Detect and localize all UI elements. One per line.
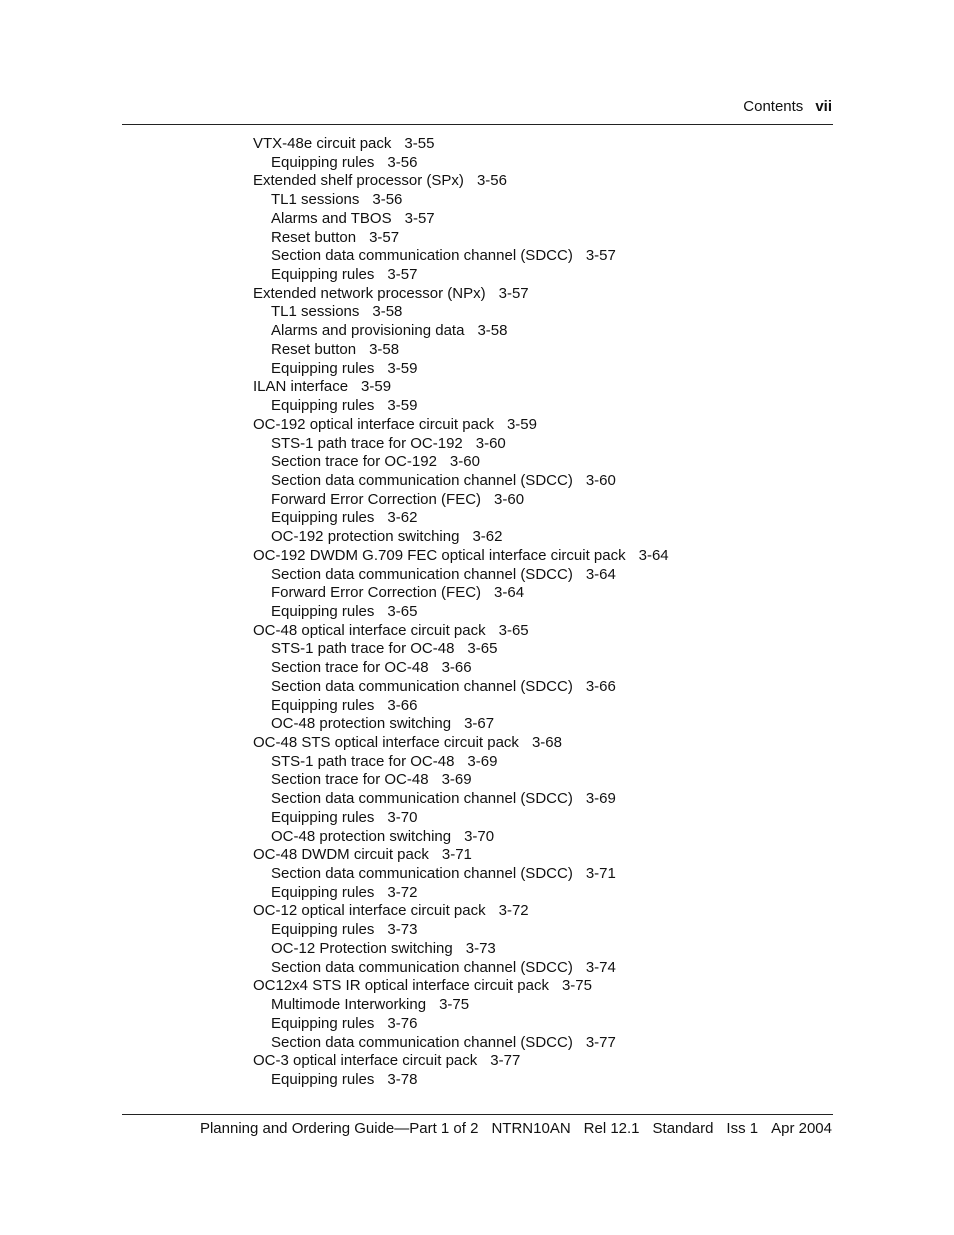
toc-entry-page: 3-75	[561, 977, 592, 995]
toc-entry-title: OC-192 optical interface circuit pack	[253, 415, 494, 433]
toc-entry-page: 3-58	[369, 340, 400, 358]
toc-entry-title: OC-48 optical interface circuit pack	[253, 621, 486, 639]
toc-entry	[253, 547, 669, 566]
toc-entry-title: Equipping rules	[271, 1014, 375, 1032]
header-divider	[122, 124, 833, 125]
toc-entry-page: 3-73	[465, 939, 496, 957]
toc-subentry	[253, 266, 669, 285]
toc-subentry	[253, 303, 669, 322]
toc-entry-page: 3-57	[387, 266, 418, 284]
toc-entry-page: 3-64	[638, 546, 669, 564]
toc-entry-title: Section data communication channel (SDCC)	[271, 790, 573, 808]
toc-entry-page: 3-70	[464, 827, 495, 845]
toc-entry-title: STS-1 path trace for OC-48	[271, 640, 455, 658]
toc-subentry	[253, 996, 669, 1015]
toc-entry-title: Section data communication channel (SDCC)	[271, 471, 573, 489]
toc-entry-page: 3-57	[498, 284, 529, 302]
toc-entry-title: Section data communication channel (SDCC)	[271, 565, 573, 583]
toc-entry-title: Section trace for OC-48	[271, 659, 429, 677]
toc-entry-page: 3-65	[498, 621, 529, 639]
toc-subentry	[253, 453, 669, 472]
toc-entry-title: TL1 sessions	[271, 303, 360, 321]
toc-entry-title: Equipping rules	[271, 153, 375, 171]
footer-document-number: NTRN10AN	[491, 1120, 571, 1137]
toc-entry	[253, 902, 669, 921]
toc-entry-title: VTX-48e circuit pack	[253, 135, 392, 152]
toc-subentry	[253, 603, 669, 622]
toc-subentry	[253, 247, 669, 266]
toc-entry	[253, 172, 669, 191]
header-page-number: vii	[815, 98, 832, 115]
footer-issue: Iss 1	[726, 1120, 759, 1137]
toc-subentry	[253, 397, 669, 416]
toc-entry-page: 3-56	[372, 191, 403, 209]
toc-entry-page: 3-65	[467, 640, 498, 658]
toc-entry-page: 3-78	[387, 1070, 418, 1088]
toc-entry-page: 3-62	[387, 509, 418, 527]
toc-entry-title: Equipping rules	[271, 921, 375, 939]
toc-entry-page: 3-69	[585, 790, 616, 808]
toc-entry-title: STS-1 path trace for OC-192	[271, 434, 463, 452]
toc-entry-page: 3-60	[585, 471, 616, 489]
toc-entry	[253, 977, 669, 996]
toc-entry-page: 3-69	[441, 771, 472, 789]
toc-entry	[253, 1052, 669, 1071]
toc-entry-page: 3-71	[585, 865, 616, 883]
footer-status: Standard	[652, 1120, 714, 1137]
toc-entry-page: 3-64	[585, 565, 616, 583]
toc-entry-title: Reset button	[271, 228, 357, 246]
toc-entry-title: Extended network processor (NPx)	[253, 284, 486, 302]
toc-entry-page: 3-71	[441, 846, 472, 864]
toc-entry	[253, 135, 669, 154]
toc-entry-title: OC-192 protection switching	[271, 528, 460, 546]
toc-subentry	[253, 210, 669, 229]
toc-entry-title: Section data communication channel (SDCC)	[271, 1033, 573, 1051]
toc-entry-title: OC-48 protection switching	[271, 715, 452, 733]
toc-subentry	[253, 341, 669, 360]
toc-entry-page: 3-59	[387, 397, 418, 415]
toc-subentry	[253, 790, 669, 809]
toc-entry-title: Equipping rules	[271, 1070, 375, 1088]
toc-entry-page: 3-66	[387, 696, 418, 714]
toc-entry-title: Section trace for OC-48	[271, 771, 429, 789]
toc-entry-page: 3-57	[369, 228, 400, 246]
toc-subentry	[253, 640, 669, 659]
toc-subentry	[253, 360, 669, 379]
toc-entry-title: Equipping rules	[271, 509, 375, 527]
toc-subentry	[253, 697, 669, 716]
toc-entry-title: OC-12 optical interface circuit pack	[253, 902, 486, 920]
toc-entry-title: OC12x4 STS IR optical interface circuit pack	[253, 977, 549, 995]
toc-entry-page: 3-56	[476, 172, 507, 190]
toc-entry-title: Section data communication channel (SDCC)	[271, 958, 573, 976]
toc-entry-title: Multimode Interworking	[271, 996, 427, 1014]
toc-entry-title: Forward Error Correction (FEC)	[271, 584, 482, 602]
toc-entry-page: 3-58	[372, 303, 403, 321]
toc-subentry	[253, 435, 669, 454]
toc-entry-page: 3-72	[387, 883, 418, 901]
toc-subentry	[253, 491, 669, 510]
toc-entry	[253, 734, 669, 753]
toc-entry-page: 3-67	[464, 715, 495, 733]
toc-entry-title: STS-1 path trace for OC-48	[271, 752, 455, 770]
toc-entry	[253, 378, 669, 397]
toc-subentry	[253, 1071, 669, 1090]
toc-entry-page: 3-77	[585, 1033, 616, 1051]
toc-entry-title: OC-48 DWDM circuit pack	[253, 846, 429, 864]
toc-entry-title: TL1 sessions	[271, 191, 360, 209]
toc-entry-page: 3-74	[585, 958, 616, 976]
toc-entry-title: Equipping rules	[271, 359, 375, 377]
toc-subentry	[253, 191, 669, 210]
toc-entry-title: Equipping rules	[271, 883, 375, 901]
toc-entry-page: 3-66	[441, 659, 472, 677]
toc-subentry	[253, 753, 669, 772]
toc-entry	[253, 416, 669, 435]
toc-entry-page: 3-60	[475, 434, 506, 452]
toc-entry-title: Reset button	[271, 340, 357, 358]
toc-entry-title: Alarms and provisioning data	[271, 322, 465, 340]
page-header	[122, 98, 832, 115]
toc-entry-page: 3-69	[467, 752, 498, 770]
toc-subentry	[253, 1015, 669, 1034]
page-footer	[122, 1120, 832, 1137]
toc-entry-title: Forward Error Correction (FEC)	[271, 490, 482, 508]
toc-entry-page: 3-66	[585, 677, 616, 695]
toc-subentry	[253, 154, 669, 173]
toc-subentry	[253, 659, 669, 678]
toc-entry-page: 3-75	[439, 996, 470, 1014]
toc-entry-title: Section data communication channel (SDCC)	[271, 247, 573, 265]
toc-entry	[253, 846, 669, 865]
toc-entry-page: 3-65	[387, 602, 418, 620]
toc-subentry	[253, 809, 669, 828]
toc-subentry	[253, 828, 669, 847]
toc-entry-page: 3-76	[387, 1014, 418, 1032]
toc-entry-title: OC-192 DWDM G.709 FEC optical interface circuit pack	[253, 546, 626, 564]
toc-entry-title: OC-48 protection switching	[271, 827, 452, 845]
toc-subentry	[253, 865, 669, 884]
toc-entry-page: 3-73	[387, 921, 418, 939]
toc-subentry	[253, 678, 669, 697]
toc-entry-title: Extended shelf processor (SPx)	[253, 172, 464, 190]
table-of-contents	[253, 135, 669, 1090]
toc-subentry	[253, 509, 669, 528]
footer-divider	[122, 1114, 833, 1115]
toc-entry-page: 3-62	[472, 528, 503, 546]
toc-subentry	[253, 1034, 669, 1053]
toc-entry-title: Equipping rules	[271, 266, 375, 284]
toc-entry-title: Equipping rules	[271, 397, 375, 415]
toc-entry-page: 3-57	[404, 209, 435, 227]
toc-entry-page: 3-59	[387, 359, 418, 377]
toc-entry	[253, 285, 669, 304]
toc-entry-page: 3-64	[494, 584, 525, 602]
toc-entry-title: OC-3 optical interface circuit pack	[253, 1052, 478, 1070]
toc-entry-title: Section data communication channel (SDCC)	[271, 677, 573, 695]
footer-guide-title: Planning and Ordering Guide—Part 1 of 2	[199, 1120, 479, 1137]
toc-subentry	[253, 528, 669, 547]
toc-entry-page: 3-60	[494, 490, 525, 508]
toc-entry-page: 3-72	[498, 902, 529, 920]
toc-subentry	[253, 921, 669, 940]
toc-entry-page: 3-57	[585, 247, 616, 265]
toc-subentry	[253, 715, 669, 734]
toc-entry-page: 3-55	[404, 135, 435, 152]
toc-entry-title: OC-12 Protection switching	[271, 939, 453, 957]
toc-entry-page: 3-56	[387, 153, 418, 171]
toc-entry-title: OC-48 STS optical interface circuit pack	[253, 734, 519, 751]
footer-release: Rel 12.1	[583, 1120, 640, 1137]
footer-date: Apr 2004	[771, 1120, 832, 1137]
toc-subentry	[253, 940, 669, 959]
toc-entry-title: ILAN interface	[253, 378, 349, 396]
toc-entry	[253, 622, 669, 641]
toc-subentry	[253, 472, 669, 491]
toc-subentry	[253, 229, 669, 248]
toc-subentry	[253, 566, 669, 585]
toc-entry-page: 3-60	[449, 453, 480, 471]
toc-entry-title: Equipping rules	[271, 808, 375, 826]
toc-subentry	[253, 584, 669, 603]
toc-entry-title: Section data communication channel (SDCC)	[271, 865, 573, 883]
toc-subentry	[253, 322, 669, 341]
toc-subentry	[253, 771, 669, 790]
toc-entry-title: Equipping rules	[271, 696, 375, 714]
toc-entry-page: 3-59	[506, 415, 537, 433]
toc-subentry	[253, 959, 669, 978]
toc-entry-page: 3-68	[531, 734, 562, 751]
toc-entry-page: 3-59	[361, 378, 392, 396]
toc-entry-title: Alarms and TBOS	[271, 209, 392, 227]
header-section-title: Contents	[743, 98, 804, 115]
toc-entry-page: 3-58	[477, 322, 508, 340]
toc-entry-page: 3-77	[490, 1052, 521, 1070]
toc-entry-page: 3-70	[387, 808, 418, 826]
toc-entry-title: Equipping rules	[271, 602, 375, 620]
toc-entry-title: Section trace for OC-192	[271, 453, 437, 471]
toc-subentry	[253, 884, 669, 903]
